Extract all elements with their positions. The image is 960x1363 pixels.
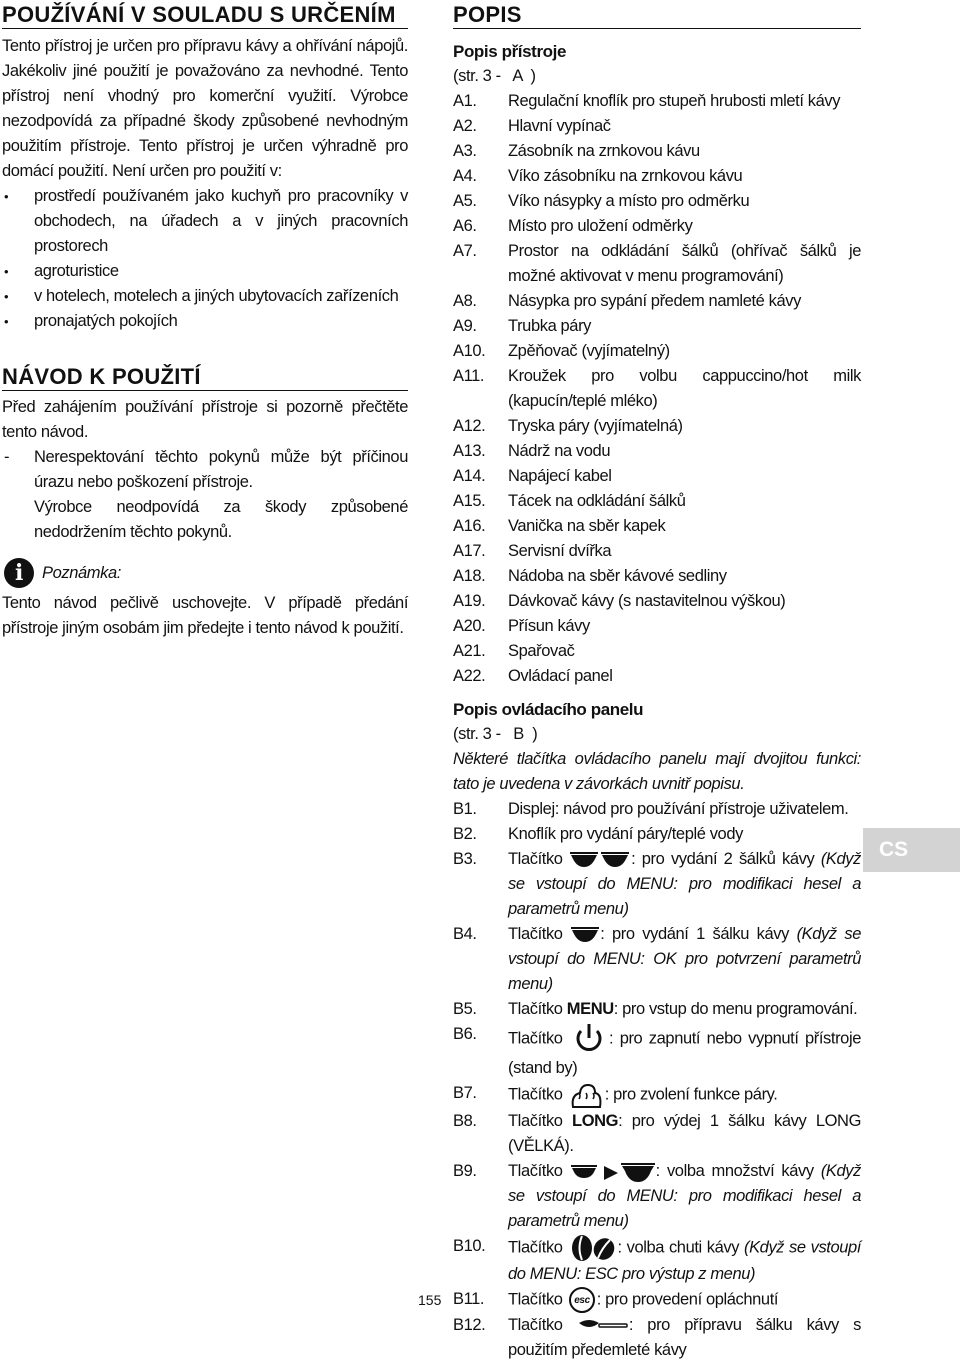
instructions-paragraph: Před zahájením používání přístroje si pozorně přečtěte tento návod. <box>2 398 408 441</box>
list-item: B9. Tlačítko : volba množství kávy (Když se vstoupí do MENU: pro modifikaci hesel a parametrů menu) <box>453 1159 861 1234</box>
list-item: B12. Tlačítko : pro přípravu šálku kávy s použitím předemleté kávy <box>453 1316 861 1359</box>
menu-button-label: MENU <box>566 1000 614 1018</box>
left-column <box>2 0 408 641</box>
list-item: A12. Tryska páry (vyjímatelná) <box>453 417 683 435</box>
panel-intro: Některé tlačítka ovládacího panelu mají dvojitou funkci: tato je uvedena v závorkách uvnitř popisu. <box>453 750 861 793</box>
device-parts-list <box>453 89 861 689</box>
list-item: A10. Zpěňovač (vyjímatelný) <box>453 342 670 360</box>
list-item: B5. Tlačítko MENU: pro vstup do menu programování. <box>453 1000 858 1018</box>
intended-use-paragraph: Tento přístroj je určen pro přípravu kávy a ohřívání nápojů. Jakékoliv jiné použití je považováno za nevhodné. Tento přístroj není vhodný pro komerční využití. Výrobce nezodpovídá za případné škody způsobené nevhodným použitím přístroje. Tento přístroj je určen výhradně pro domácí použití. Není určen pro použití v: <box>2 37 408 180</box>
coffee-quantity-icon <box>570 1160 656 1184</box>
warning-item <box>2 445 408 545</box>
measuring-scoop-icon <box>577 1315 629 1337</box>
list-item: A15. Tácek na odkládání šálků <box>453 492 686 510</box>
list-item: A20. Přísun kávy <box>453 617 590 635</box>
list-item: A5. Víko násypky a místo pro odměrku <box>453 192 750 210</box>
info-icon: i <box>4 558 34 588</box>
list-item: A22. Ovládací panel <box>453 667 613 685</box>
dash-mark: - <box>4 448 10 466</box>
list-item: • agroturistice <box>2 259 408 284</box>
list-item: A6. Místo pro uložení odměrky <box>453 217 693 235</box>
list-item: A19. Dávkovač kávy (s nastavitelnou výškou) <box>453 592 786 610</box>
panel-page-ref: (str. 3 - B ) <box>453 725 538 743</box>
right-column <box>453 0 861 1363</box>
device-page-ref: (str. 3 - A ) <box>453 67 536 85</box>
list-item: A18. Nádoba na sběr kávové sedliny <box>453 567 727 585</box>
note-text: Tento návod pečlivě uschovejte. V případě předání přístroje jiným osobám jim předejte i tento návod k použití. <box>2 594 408 637</box>
panel-controls-list <box>453 797 861 1363</box>
list-item: • prostředí používaném jako kuchyň pro pracovníky v obchodech, na úřadech a v jiných pracovních prostorech <box>2 184 408 259</box>
list-item: A1. Regulační knoflík pro stupeň hrubosti mletí kávy <box>453 92 841 110</box>
list-item: A4. Víko zásobníku na zrnkovou kávu <box>453 167 743 185</box>
list-item: B4. Tlačítko : pro vydání 1 šálku kávy (Když se vstoupí do MENU: OK pro potvrzení parametrů menu) <box>453 925 861 993</box>
steam-icon <box>567 1081 605 1109</box>
note-block <box>2 555 408 591</box>
list-item: B11. Tlačítko esc : pro provedení opláchnutí <box>453 1287 861 1313</box>
list-item: A21. Spařovač <box>453 642 575 660</box>
list-item: A17. Servisní dvířka <box>453 542 612 560</box>
power-icon <box>569 1022 609 1056</box>
one-cup-icon <box>570 924 600 946</box>
list-item: A11. Kroužek pro volbu cappuccino/hot milk (kapucín/teplé mléko) <box>453 367 861 410</box>
list-item: A14. Napájecí kabel <box>453 467 612 485</box>
warning-text: Nerespektování těchto pokynů může být příčinou úrazu nebo poškození přístroje. <box>34 448 408 491</box>
list-item: B3. Tlačítko : pro vydání 2 šálků kávy (Když se vstoupí do MENU: pro modifikaci hesel a parametrů menu) <box>453 850 862 918</box>
list-item: A9. Trubka páry <box>453 317 592 335</box>
heading-description: POPIS <box>453 0 861 29</box>
rinse-esc-icon <box>567 1287 597 1313</box>
heading-intended-use: POUŽÍVÁNÍ V SOULADU S URČENÍM <box>2 0 408 29</box>
list-item: B10. Tlačítko : volba chuti kávy (Když se vstoupí do MENU: ESC pro výstup z menu) <box>453 1234 861 1287</box>
language-tab: CS <box>863 828 960 872</box>
list-item: A13. Nádrž na vodu <box>453 442 611 460</box>
list-item: A7. Prostor na odkládání šálků (ohřívač šálků je možné aktivovat v menu programování) <box>453 242 861 285</box>
liability-text: Výrobce neodpovídá za škody způsobené nedodržením těchto pokynů. <box>34 498 408 541</box>
list-item: A3. Zásobník na zrnkovou kávu <box>453 142 700 160</box>
long-button-label: LONG <box>572 1112 619 1130</box>
list-item: B6. Tlačítko : pro zapnutí nebo vypnutí přístroje (stand by) <box>453 1022 861 1081</box>
panel-description-title: Popis ovládacího panelu <box>453 700 644 719</box>
coffee-beans-icon <box>568 1234 618 1262</box>
list-item: B7. Tlačítko : pro zvolení funkce páry. <box>453 1081 861 1109</box>
list-item: B8. Tlačítko LONG: pro výdej 1 šálku kávy LONG (VĚLKÁ). <box>453 1112 861 1155</box>
list-item: B2. Knoflík pro vydání páry/teplé vody <box>453 825 743 843</box>
list-item: • v hotelech, motelech a jiných ubytovacích zařízeních <box>2 284 408 309</box>
svg-text:esc: esc <box>574 1295 590 1306</box>
two-cups-icon <box>569 849 631 871</box>
device-description-title: Popis přístroje <box>453 42 567 61</box>
list-item: A16. Vanička na sběr kapek <box>453 517 666 535</box>
note-label: Poznámka: <box>42 563 121 582</box>
list-item: • pronajatých pokojích <box>2 309 408 334</box>
list-item: A8. Násypka pro sypání předem namleté kávy <box>453 292 801 310</box>
list-item: B1. Displej: návod pro používání přístroje uživatelem. <box>453 800 849 818</box>
list-item: A2. Hlavní vypínač <box>453 117 611 135</box>
page-number: 155 <box>418 1292 442 1308</box>
heading-instructions: NÁVOD K POUŽITÍ <box>2 362 408 391</box>
intended-use-bullets <box>2 184 408 334</box>
